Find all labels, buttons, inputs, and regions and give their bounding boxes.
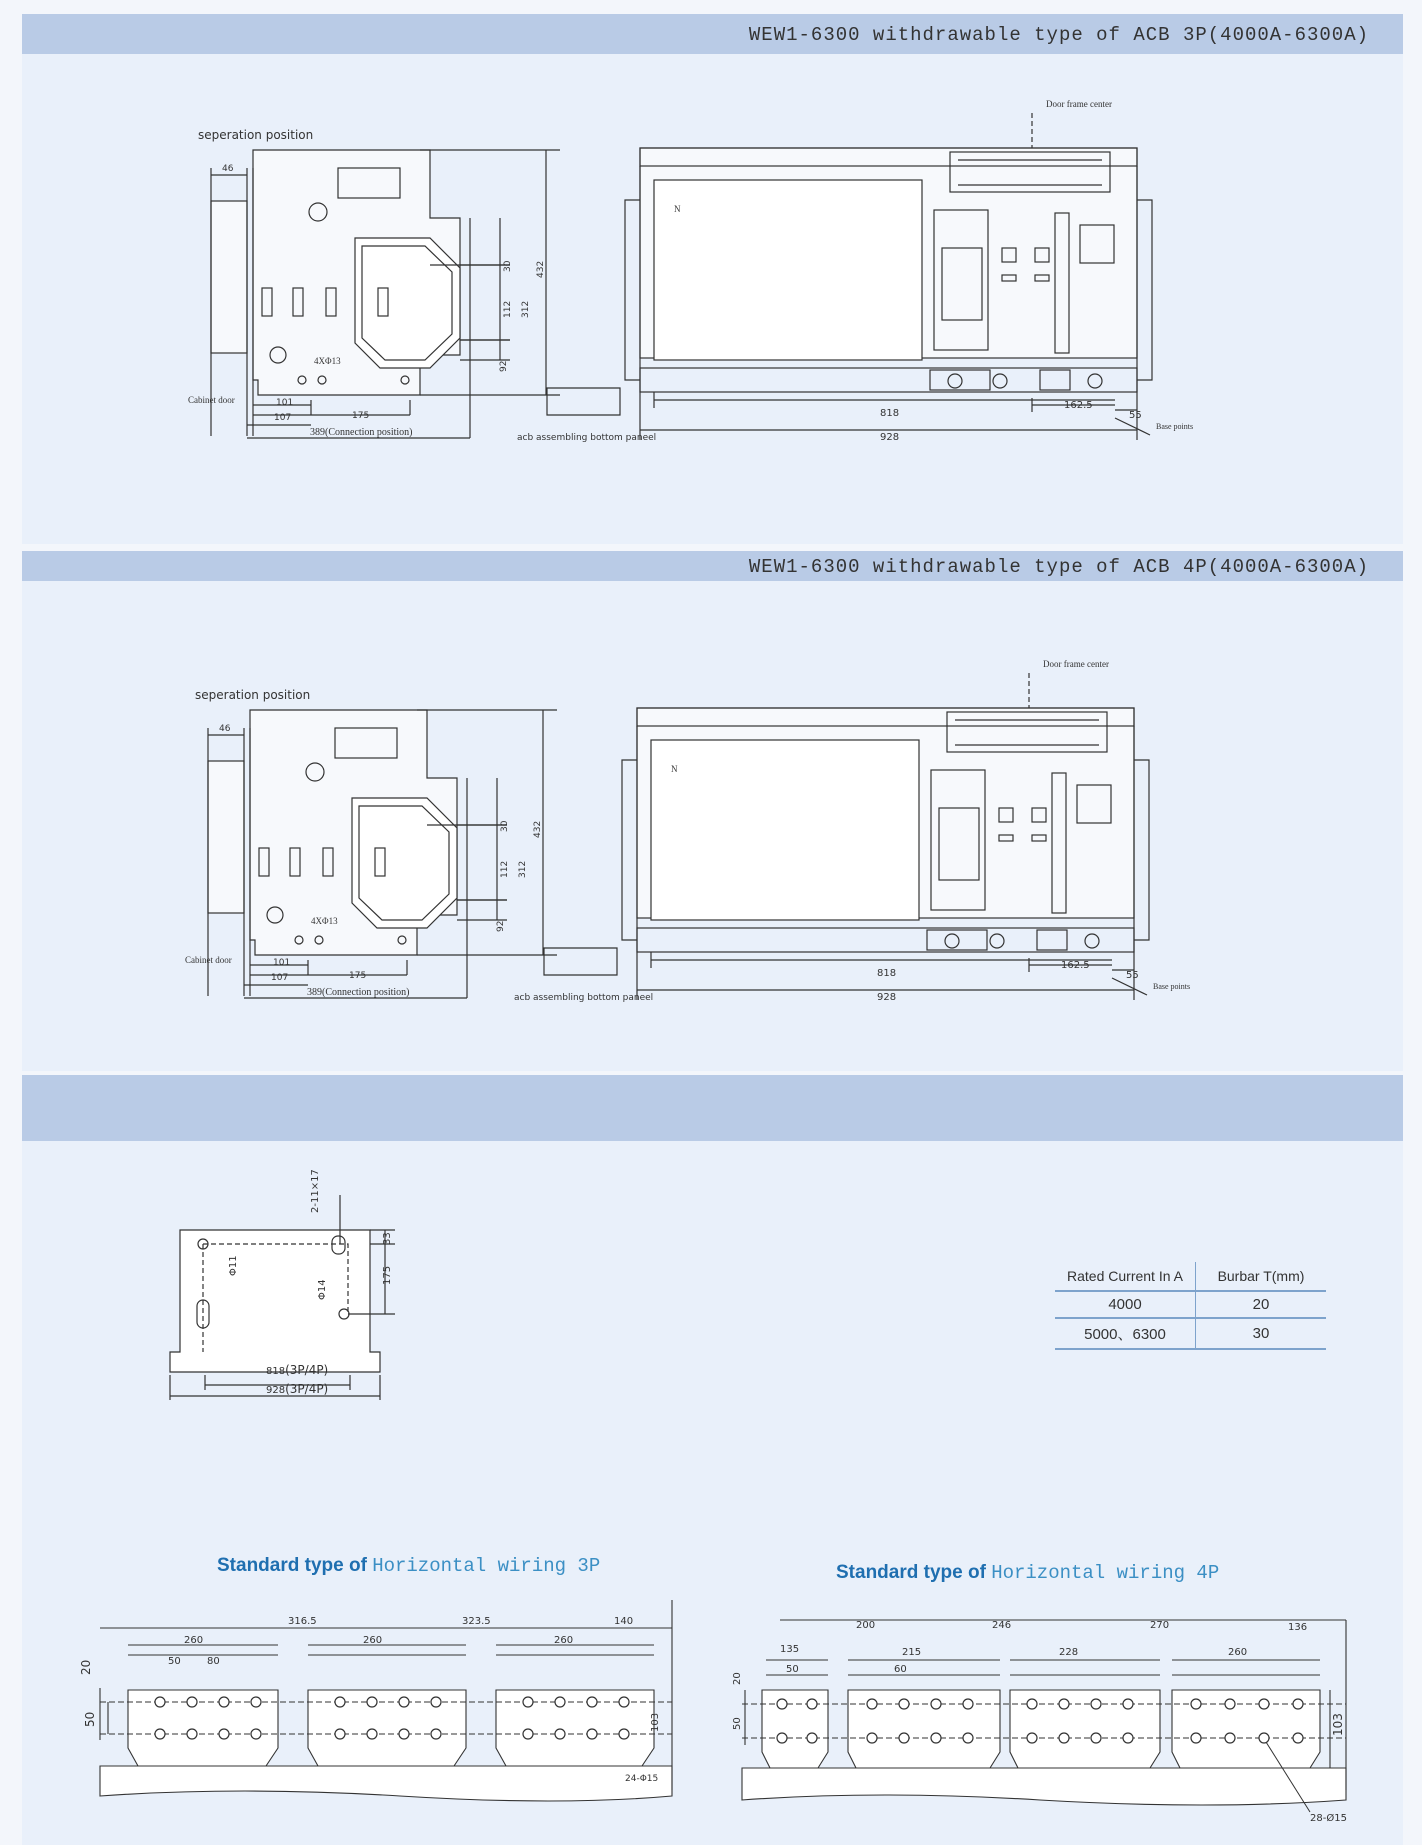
holes-28-label: 28-Ø15 xyxy=(1310,1813,1347,1824)
slot-label: 2-11×17 xyxy=(310,1169,321,1213)
dim-103-4p: 103 xyxy=(1331,1713,1345,1736)
dim-107-4p: 107 xyxy=(271,973,289,983)
table-cell: 30 xyxy=(1196,1318,1327,1349)
dim-80: 80 xyxy=(207,1656,220,1667)
dim-135: 135 xyxy=(780,1644,800,1655)
seperation-position-label-4p: seperation position xyxy=(195,688,311,702)
table-cell: 20 xyxy=(1196,1291,1327,1318)
dim-270: 270 xyxy=(1150,1620,1170,1631)
holes-4x13-label-4p: 4XΦ13 xyxy=(311,916,338,926)
table-header: Rated Current In A xyxy=(1055,1262,1196,1291)
holes-4x13-label: 4XΦ13 xyxy=(314,356,341,366)
dim-92-4p: 92 xyxy=(496,920,506,932)
dim-432: 432 xyxy=(536,260,546,278)
dim-50: 50 xyxy=(786,1664,799,1675)
dim-46: 46 xyxy=(222,164,234,174)
dim-260: 260 xyxy=(1228,1647,1248,1658)
dim-103: 103 xyxy=(650,1712,661,1732)
dim-175-4p: 175 xyxy=(349,971,367,981)
dim-246: 246 xyxy=(992,1620,1012,1631)
dim-162-5-4p: 162.5 xyxy=(1061,960,1090,971)
base-dim-928: 928(3P/4P) xyxy=(266,1382,329,1396)
dim-162-5: 162.5 xyxy=(1064,400,1093,411)
dim-316-5: 316.5 xyxy=(288,1616,317,1627)
base-dim-818: 818(3P/4P) xyxy=(266,1363,329,1377)
dim-107: 107 xyxy=(274,413,292,423)
section-3p-title: WEW1-6300 withdrawable type of ACB 3P(4000A-6300A) xyxy=(748,24,1369,46)
dim-928-4p: 928 xyxy=(877,992,897,1003)
dim-175: 175 xyxy=(352,411,370,421)
dim-30: 30 xyxy=(503,260,513,272)
dim-101-4p: 101 xyxy=(273,958,291,968)
connection-position-label-4p: 389(Connection position) xyxy=(307,987,410,998)
base-dim-175: 175 xyxy=(382,1265,393,1285)
dim-50-v: 50 xyxy=(83,1711,97,1727)
dim-46-4p: 46 xyxy=(219,724,231,734)
table-cell: 4000 xyxy=(1055,1291,1196,1318)
section-4p-title: WEW1-6300 withdrawable type of ACB 4P(4000A-6300A) xyxy=(748,556,1369,578)
dim-312: 312 xyxy=(521,300,531,318)
cabinet-door-label: Cabinet door xyxy=(188,395,235,405)
dim-30-4p: 30 xyxy=(500,820,510,832)
phi14-label: Φ14 xyxy=(317,1279,328,1300)
neutral-label-4p: N xyxy=(671,764,678,774)
wiring-4p-title-rest: Horizontal wiring 4P xyxy=(991,1562,1220,1584)
neutral-label: N xyxy=(674,204,681,214)
door-frame-center-label-4p: Door frame center xyxy=(1043,659,1109,669)
dim-50-v-4p: 50 xyxy=(732,1717,743,1730)
acb-bottom-panel-label-4p: acb assembling bottom paneel xyxy=(514,993,654,1003)
dim-228: 228 xyxy=(1059,1647,1079,1658)
dim-818: 818 xyxy=(880,408,900,419)
dim-432-4p: 432 xyxy=(533,820,543,838)
dim-20: 20 xyxy=(79,1659,93,1675)
dim-55: 55 xyxy=(1129,410,1142,421)
dim-55-4p: 55 xyxy=(1126,970,1139,981)
acb-bottom-panel-label: acb assembling bottom paneel xyxy=(517,433,657,443)
holes-24-label: 24-Φ15 xyxy=(625,1774,659,1784)
dim-260-c: 260 xyxy=(554,1635,574,1646)
cabinet-door-label-4p: Cabinet door xyxy=(185,955,232,965)
phi11-label: Φ11 xyxy=(228,1255,239,1276)
dim-312-4p: 312 xyxy=(518,860,528,878)
dim-136: 136 xyxy=(1288,1622,1308,1633)
dim-112-4p: 112 xyxy=(500,860,510,878)
dim-140: 140 xyxy=(614,1616,634,1627)
door-frame-center-label: Door frame center xyxy=(1046,99,1112,109)
dim-323-5: 323.5 xyxy=(462,1616,491,1627)
dim-818-4p: 818 xyxy=(877,968,897,979)
dim-101: 101 xyxy=(276,398,294,408)
dim-20-4p: 20 xyxy=(732,1672,743,1685)
table-cell: 5000、6300 xyxy=(1055,1318,1196,1349)
base-points-label: Base points xyxy=(1156,422,1194,431)
dim-260-a: 260 xyxy=(184,1635,204,1646)
wiring-3p-title-bold: Standard type of xyxy=(217,1555,367,1576)
table-header: Burbar T(mm) xyxy=(1196,1262,1327,1291)
dim-260-b: 260 xyxy=(363,1635,383,1646)
dim-92: 92 xyxy=(499,360,509,372)
seperation-position-label: seperation position xyxy=(198,128,314,142)
dim-200: 200 xyxy=(856,1620,876,1631)
dim-60: 60 xyxy=(894,1664,907,1675)
dim-928: 928 xyxy=(880,432,900,443)
dim-50: 50 xyxy=(168,1656,181,1667)
dim-112: 112 xyxy=(503,300,513,318)
wiring-3p-title-rest: Horizontal wiring 3P xyxy=(372,1555,601,1577)
connection-position-label: 389(Connection position) xyxy=(310,427,413,438)
dim-33: 33 xyxy=(382,1232,393,1245)
wiring-4p-title-bold: Standard type of xyxy=(836,1562,986,1583)
dim-215: 215 xyxy=(902,1647,922,1658)
base-points-label-4p: Base points xyxy=(1153,982,1191,991)
